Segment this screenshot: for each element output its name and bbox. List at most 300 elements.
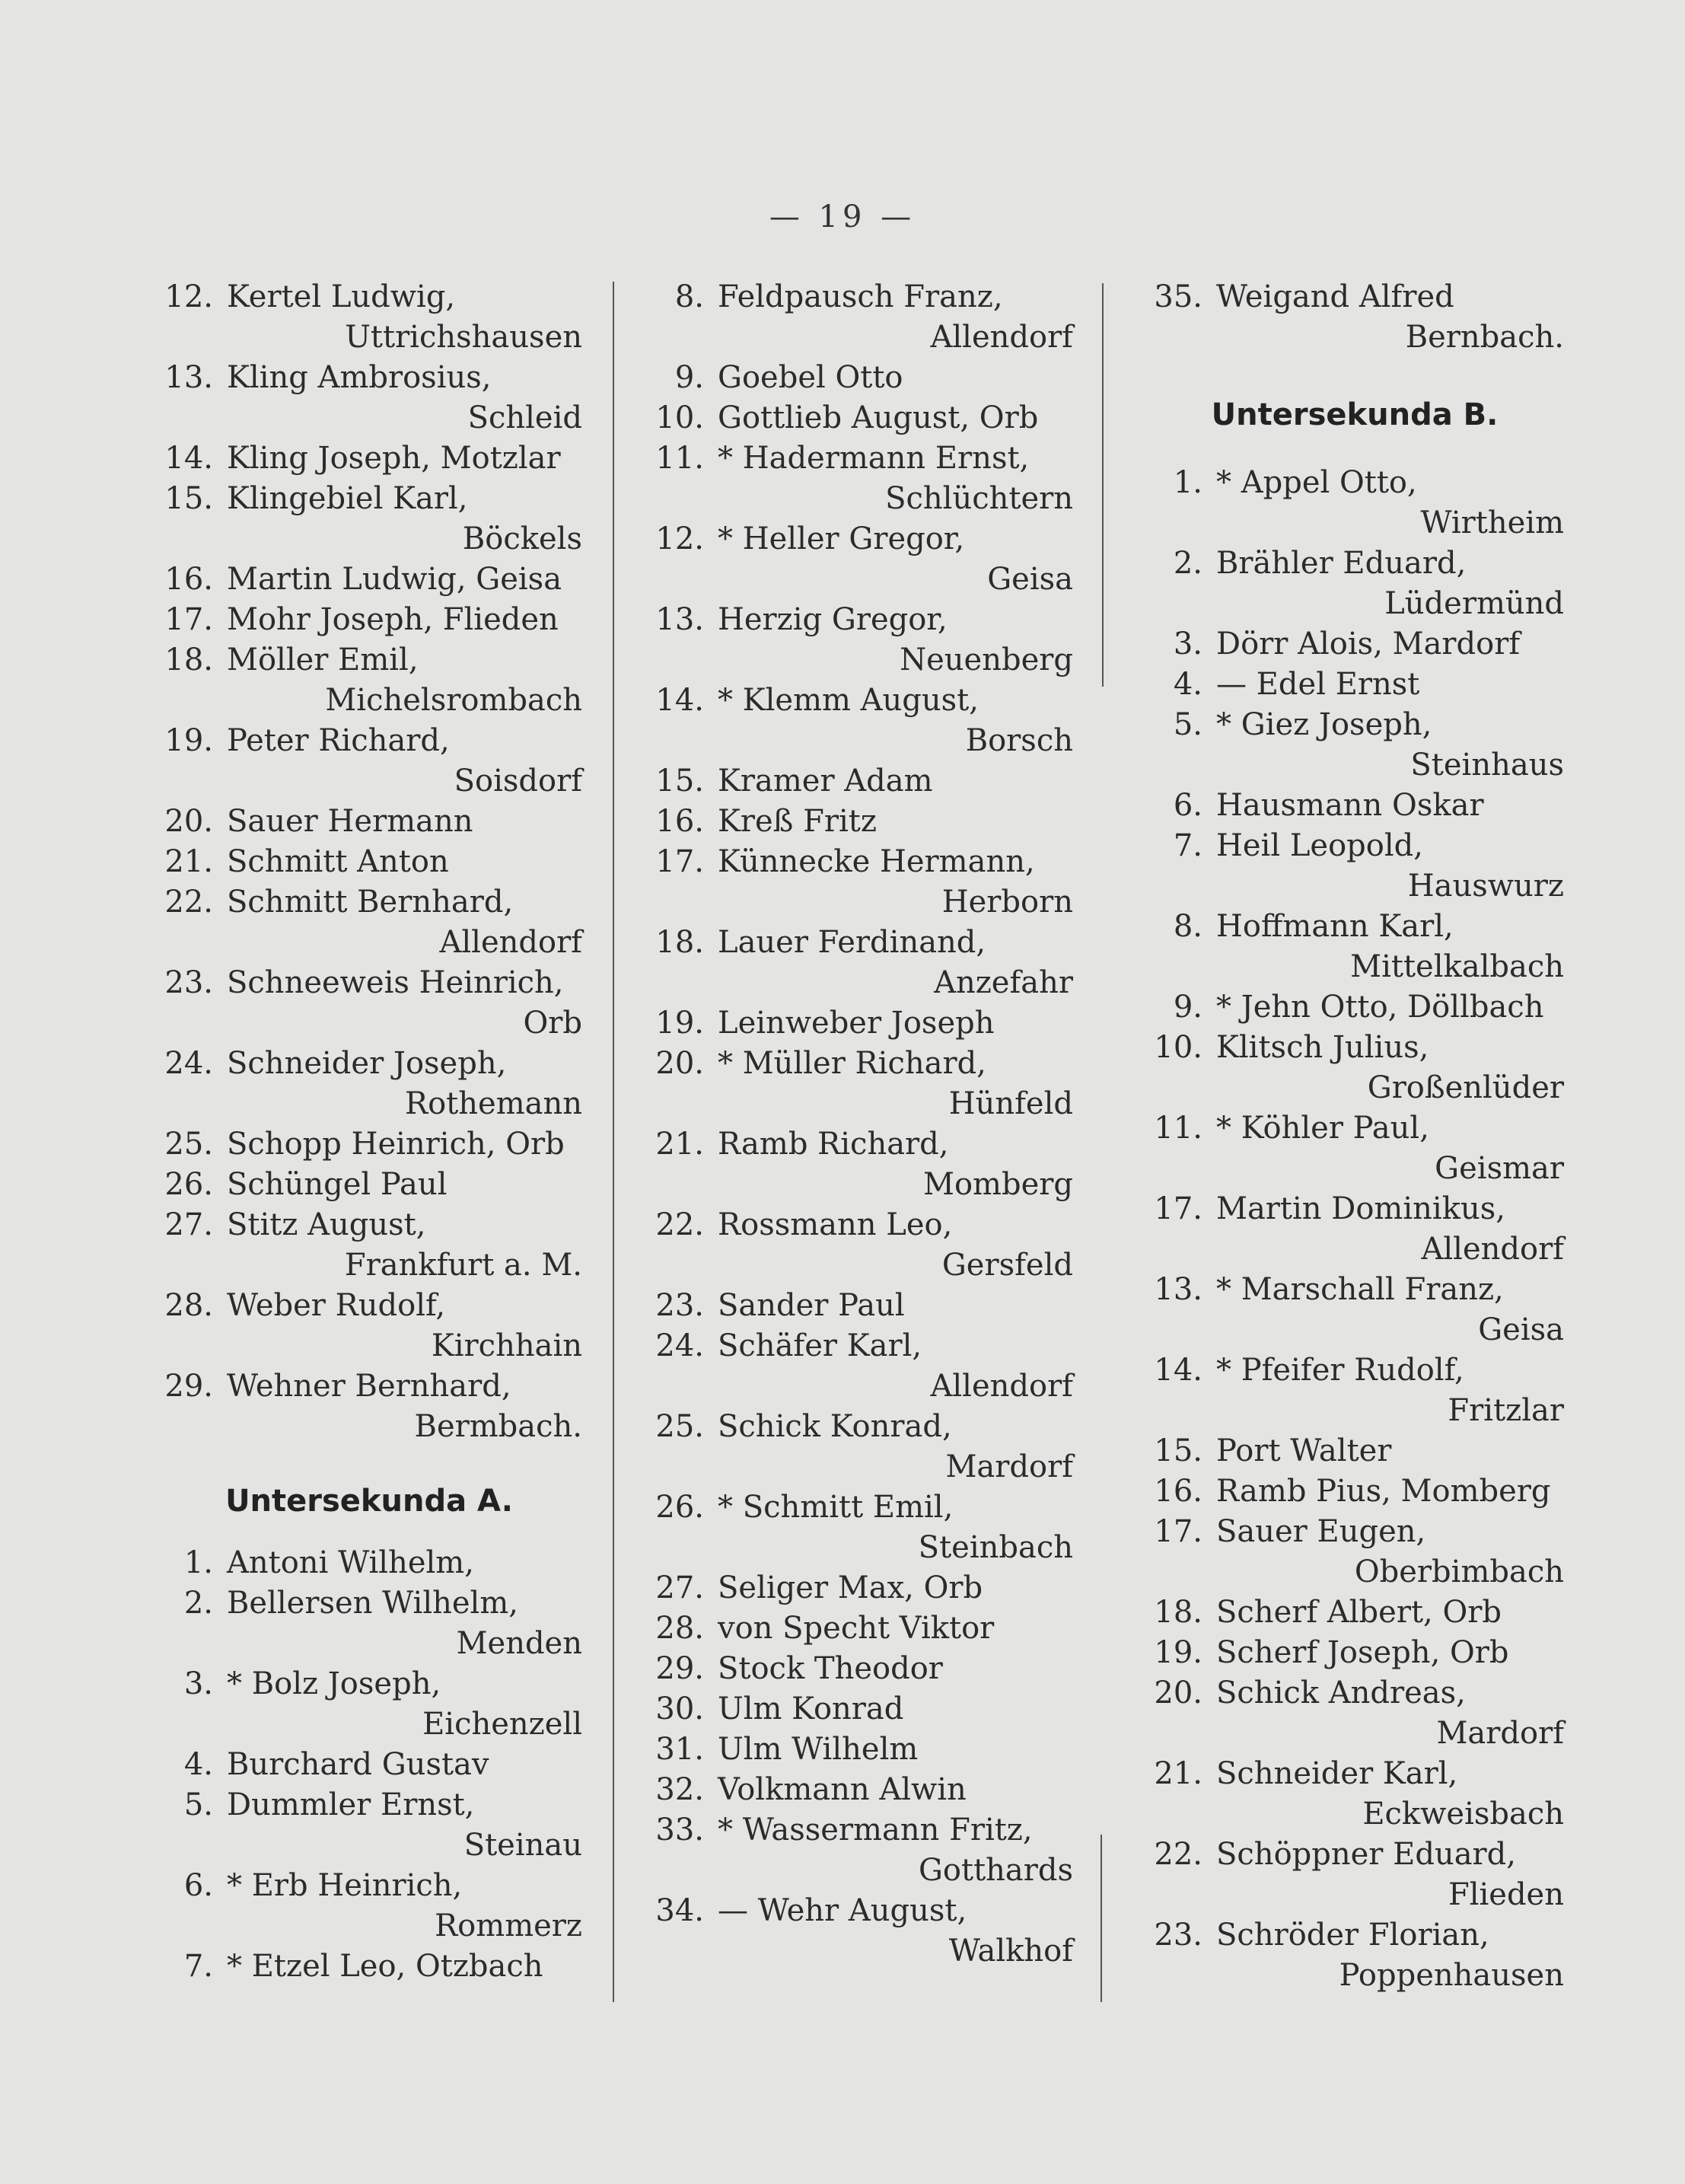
- student-entry: [156, 479, 582, 560]
- hometown: Menden: [456, 1626, 582, 1661]
- column-divider: [1102, 283, 1104, 687]
- student-name: Herzig Gregor,: [718, 602, 948, 637]
- entry-number: 5.: [183, 1787, 213, 1822]
- hometown: Hünfeld: [948, 1086, 1073, 1121]
- student-entry: [156, 1165, 582, 1205]
- entry-line: [156, 963, 582, 1003]
- entry-number: 10.: [1154, 1030, 1202, 1065]
- student-name: Gottlieb August, Orb: [718, 400, 1039, 435]
- entry-number: 33.: [655, 1813, 704, 1848]
- entry-line: [156, 1165, 582, 1205]
- entry-line: [156, 1366, 582, 1407]
- student-entry: [647, 519, 1073, 600]
- entry-line: [1145, 1189, 1564, 1229]
- student-entry: [1145, 544, 1564, 624]
- entry-line: [647, 1205, 1073, 1245]
- entry-line: [647, 1810, 1073, 1851]
- entry-line: [1145, 544, 1564, 584]
- hometown: Bermbach.: [414, 1409, 582, 1444]
- entry-number: 32.: [655, 1772, 704, 1807]
- student-name: Rossmann Leo,: [718, 1207, 953, 1242]
- student-entry: [156, 882, 582, 963]
- entry-number: 29.: [164, 1369, 213, 1404]
- hometown: Allendorf: [439, 925, 582, 960]
- entry-line: [1145, 826, 1564, 866]
- column-divider: [613, 282, 614, 2002]
- column-middle: [647, 277, 1073, 1972]
- entry-line: [647, 600, 1073, 640]
- student-name: Schneeweis Heinrich,: [227, 965, 564, 1000]
- hometown: Oberbimbach: [1354, 1554, 1564, 1589]
- entry-line: [156, 1583, 582, 1624]
- entry-number: 3.: [183, 1666, 213, 1701]
- student-name: Hausmann Oskar: [1216, 788, 1484, 823]
- student-entry: [1145, 1471, 1564, 1512]
- student-entry: [156, 438, 582, 479]
- hometown: Neuenberg: [900, 642, 1073, 678]
- entry-line: [1145, 1108, 1564, 1149]
- student-entry: [647, 1286, 1073, 1326]
- student-entry: [647, 1124, 1073, 1205]
- entry-number: 27.: [164, 1207, 213, 1242]
- entry-line: [156, 1543, 582, 1583]
- entry-number: 16.: [655, 804, 704, 839]
- entry-line: [1145, 463, 1564, 503]
- entry-line: [1145, 277, 1564, 317]
- entry-number: 23.: [1154, 1918, 1202, 1953]
- student-entry: [156, 560, 582, 600]
- entry-line: [1145, 1593, 1564, 1633]
- student-entry: [1145, 1512, 1564, 1593]
- student-name: * Etzel Leo, Otzbach: [227, 1949, 543, 1984]
- entry-line: [1145, 1512, 1564, 1552]
- hometown: Geismar: [1435, 1151, 1564, 1186]
- student-entry: [1145, 624, 1564, 665]
- student-name: Brähler Eduard,: [1216, 546, 1467, 581]
- student-name: Weber Rudolf,: [227, 1288, 446, 1323]
- entry-number: 17.: [1154, 1514, 1202, 1549]
- entry-number: 8.: [674, 279, 704, 314]
- entry-number: 14.: [164, 441, 213, 476]
- entry-line: [1145, 1350, 1564, 1391]
- student-name: * Jehn Otto, Döllbach: [1216, 990, 1544, 1025]
- entry-line: [647, 761, 1073, 802]
- entry-line: [1145, 665, 1564, 705]
- student-name: * Klemm August,: [718, 683, 979, 718]
- student-entry: [647, 358, 1073, 398]
- entry-number: 16.: [164, 562, 213, 597]
- entry-number: 21.: [1154, 1756, 1202, 1791]
- entry-number: 18.: [164, 642, 213, 678]
- student-name: Ramb Pius, Momberg: [1216, 1474, 1551, 1509]
- hometown: Hauswurz: [1407, 869, 1564, 904]
- student-name: Sauer Hermann: [227, 804, 473, 839]
- student-name: Ulm Konrad: [718, 1691, 904, 1726]
- student-entry: [647, 1609, 1073, 1649]
- entry-line: [156, 1124, 582, 1165]
- entry-number: 26.: [164, 1167, 213, 1202]
- student-entry: [1145, 1633, 1564, 1673]
- student-entry: [156, 1543, 582, 1583]
- student-entry: [156, 1946, 582, 1987]
- student-name: Kertel Ludwig,: [227, 279, 456, 314]
- entry-number: 23.: [164, 965, 213, 1000]
- student-entry: [1145, 1270, 1564, 1350]
- student-name: Dummler Ernst,: [227, 1787, 475, 1822]
- entry-line: [647, 842, 1073, 882]
- entry-number: 24.: [164, 1046, 213, 1081]
- student-name: * Schmitt Emil,: [718, 1490, 954, 1525]
- entry-line: [647, 1609, 1073, 1649]
- entry-line: [156, 802, 582, 842]
- student-name: * Giez Joseph,: [1216, 707, 1432, 742]
- entry-line: [647, 1124, 1073, 1165]
- entry-line: [1145, 786, 1564, 826]
- student-name: Seliger Max, Orb: [718, 1570, 983, 1605]
- student-entry: [647, 1003, 1073, 1044]
- entry-line: [156, 640, 582, 681]
- student-name: Ramb Richard,: [718, 1127, 949, 1162]
- hometown: Geisa: [987, 562, 1073, 597]
- student-entry: [156, 1286, 582, 1366]
- student-name: Hoffmann Karl,: [1216, 909, 1454, 944]
- student-name: — Wehr August,: [718, 1893, 967, 1928]
- page-number: — 19 —: [769, 199, 916, 234]
- entry-line: [156, 1785, 582, 1825]
- hometown: Poppenhausen: [1339, 1958, 1564, 1993]
- student-entry: [647, 842, 1073, 923]
- hometown: Allendorf: [930, 320, 1073, 355]
- student-name: Heil Leopold,: [1216, 828, 1423, 863]
- student-list: [1145, 463, 1564, 1996]
- student-list: [647, 277, 1073, 1972]
- entry-number: 7.: [1173, 828, 1202, 863]
- student-entry: [156, 1044, 582, 1124]
- entry-line: [647, 1044, 1073, 1084]
- student-name: Kling Joseph, Motzlar: [227, 441, 561, 476]
- student-entry: [647, 1487, 1073, 1568]
- hometown: Lüdermünd: [1384, 586, 1564, 621]
- student-entry: [1145, 1028, 1564, 1108]
- entry-line: [156, 1205, 582, 1245]
- entry-number: 19.: [164, 723, 213, 758]
- student-entry: [647, 1205, 1073, 1286]
- entry-line: [156, 1664, 582, 1704]
- entry-number: 6.: [183, 1868, 213, 1903]
- hometown: Soisdorf: [454, 764, 582, 799]
- student-entry: [647, 802, 1073, 842]
- student-entry: [647, 681, 1073, 761]
- entry-number: 28.: [164, 1288, 213, 1323]
- entry-line: [1145, 987, 1564, 1028]
- student-entry: [647, 1568, 1073, 1609]
- student-list: [156, 277, 582, 1447]
- entry-line: [156, 721, 582, 761]
- entry-number: 25.: [164, 1127, 213, 1162]
- entry-number: 3.: [1173, 627, 1202, 662]
- entry-line: [156, 1044, 582, 1084]
- entry-line: [647, 1286, 1073, 1326]
- student-entry: [156, 1866, 582, 1946]
- entry-number: 20.: [655, 1046, 704, 1081]
- column-left: [156, 277, 582, 1987]
- entry-line: [647, 1770, 1073, 1810]
- entry-number: 9.: [674, 360, 704, 395]
- entry-number: 15.: [655, 764, 704, 799]
- student-entry: [1145, 277, 1564, 358]
- entry-number: 29.: [655, 1651, 704, 1686]
- student-entry: [647, 1810, 1073, 1891]
- student-name: Schick Konrad,: [718, 1409, 952, 1444]
- student-name: Martin Dominikus,: [1216, 1191, 1505, 1226]
- student-name: Möller Emil,: [227, 642, 419, 678]
- entry-number: 34.: [655, 1893, 704, 1928]
- student-entry: [1145, 1673, 1564, 1754]
- hometown: Mardorf: [945, 1449, 1073, 1484]
- entry-number: 12.: [655, 521, 704, 556]
- student-name: Kreß Fritz: [718, 804, 877, 839]
- student-entry: [1145, 1915, 1564, 1996]
- entry-number: 6.: [1173, 788, 1202, 823]
- student-name: * Erb Heinrich,: [227, 1868, 463, 1903]
- entry-number: 13.: [655, 602, 704, 637]
- student-entry: [647, 277, 1073, 358]
- entry-number: 17.: [1154, 1191, 1202, 1226]
- entry-number: 30.: [655, 1691, 704, 1726]
- entry-line: [647, 1487, 1073, 1528]
- student-name: Schäfer Karl,: [718, 1328, 922, 1363]
- student-name: Feldpausch Franz,: [718, 279, 1003, 314]
- entry-number: 2.: [183, 1586, 213, 1621]
- entry-line: [1145, 1754, 1564, 1794]
- student-entry: [1145, 665, 1564, 705]
- entry-number: 27.: [655, 1570, 704, 1605]
- entry-line: [1145, 907, 1564, 947]
- entry-number: 9.: [1173, 990, 1202, 1025]
- student-name: Schmitt Bernhard,: [227, 885, 514, 920]
- entry-number: 35.: [1154, 279, 1202, 314]
- student-entry: [156, 721, 582, 802]
- entry-number: 25.: [655, 1409, 704, 1444]
- entry-number: 1.: [183, 1545, 213, 1580]
- entry-line: [156, 277, 582, 317]
- entry-number: 8.: [1173, 909, 1202, 944]
- student-entry: [647, 1044, 1073, 1124]
- student-entry: [156, 1664, 582, 1745]
- student-entry: [156, 600, 582, 640]
- student-entry: [647, 1407, 1073, 1487]
- hometown: Rommerz: [435, 1908, 582, 1943]
- entry-number: 17.: [655, 844, 704, 879]
- hometown: Michelsrombach: [325, 683, 582, 718]
- hometown: Uttrichshausen: [345, 320, 582, 355]
- entry-number: 15.: [1154, 1433, 1202, 1468]
- student-entry: [647, 398, 1073, 438]
- student-name: Schüngel Paul: [227, 1167, 448, 1202]
- entry-line: [647, 1003, 1073, 1044]
- entry-line: [1145, 1673, 1564, 1714]
- student-name: Künnecke Hermann,: [718, 844, 1035, 879]
- student-entry: [156, 277, 582, 358]
- student-name: Mohr Joseph, Flieden: [227, 602, 559, 637]
- student-list: [1145, 277, 1564, 358]
- entry-number: 19.: [655, 1006, 704, 1041]
- student-name: Schöppner Eduard,: [1216, 1837, 1516, 1872]
- hometown: Herborn: [941, 885, 1073, 920]
- entry-number: 11.: [655, 441, 704, 476]
- hometown: Eckweisbach: [1362, 1797, 1564, 1832]
- student-entry: [647, 923, 1073, 1003]
- student-name: Schopp Heinrich, Orb: [227, 1127, 565, 1162]
- entry-number: 26.: [655, 1490, 704, 1525]
- entry-number: 13.: [164, 360, 213, 395]
- student-name: Stock Theodor: [718, 1651, 943, 1686]
- hometown: Orb: [523, 1006, 582, 1041]
- student-list: [156, 1543, 582, 1987]
- student-name: Scherf Joseph, Orb: [1216, 1635, 1509, 1670]
- student-entry: [156, 1583, 582, 1664]
- entry-number: 4.: [1173, 667, 1202, 702]
- entry-number: 19.: [1154, 1635, 1202, 1670]
- entry-number: 15.: [164, 481, 213, 516]
- hometown: Geisa: [1478, 1312, 1564, 1347]
- student-name: * Bolz Joseph,: [227, 1666, 441, 1701]
- hometown: Wirtheim: [1420, 505, 1564, 540]
- student-name: Dörr Alois, Mardorf: [1216, 627, 1521, 662]
- entry-line: [1145, 1270, 1564, 1310]
- entry-line: [1145, 1915, 1564, 1956]
- student-entry: [156, 1785, 582, 1866]
- entry-line: [156, 882, 582, 923]
- hometown: Momberg: [923, 1167, 1073, 1202]
- student-entry: [1145, 463, 1564, 544]
- student-name: Sander Paul: [718, 1288, 905, 1323]
- student-name: Schmitt Anton: [227, 844, 449, 879]
- hometown: Großenlüder: [1367, 1070, 1564, 1105]
- student-entry: [1145, 1593, 1564, 1633]
- entry-line: [647, 1568, 1073, 1609]
- student-name: Schröder Florian,: [1216, 1918, 1489, 1953]
- entry-number: 21.: [655, 1127, 704, 1162]
- entry-line: [156, 560, 582, 600]
- entry-line: [156, 358, 582, 398]
- student-name: Volkmann Alwin: [718, 1772, 967, 1807]
- student-entry: [1145, 1754, 1564, 1835]
- entry-number: 28.: [655, 1611, 704, 1646]
- student-entry: [1145, 1431, 1564, 1471]
- student-entry: [156, 1205, 582, 1286]
- entry-line: [647, 923, 1073, 963]
- student-name: Ulm Wilhelm: [718, 1732, 919, 1767]
- student-entry: [647, 1649, 1073, 1689]
- entry-number: 20.: [164, 804, 213, 839]
- entry-line: [1145, 1028, 1564, 1068]
- hometown: Fritzlar: [1448, 1393, 1564, 1428]
- hometown: Steinbach: [918, 1530, 1073, 1565]
- hometown: Steinau: [463, 1828, 582, 1863]
- entry-number: 14.: [655, 683, 704, 718]
- student-entry: [647, 1730, 1073, 1770]
- student-name: Scherf Albert, Orb: [1216, 1595, 1502, 1630]
- entry-line: [156, 1286, 582, 1326]
- entry-line: [1145, 624, 1564, 665]
- hometown: Bernbach.: [1405, 320, 1564, 355]
- student-name: Leinweber Joseph: [718, 1006, 995, 1041]
- entry-number: 12.: [164, 279, 213, 314]
- entry-line: [156, 1866, 582, 1906]
- entry-line: [647, 681, 1073, 721]
- student-entry: [156, 963, 582, 1044]
- student-name: Stitz August,: [227, 1207, 426, 1242]
- entry-number: 22.: [655, 1207, 704, 1242]
- hometown: Schlüchtern: [885, 481, 1073, 516]
- student-name: Burchard Gustav: [227, 1747, 489, 1782]
- student-name: * Müller Richard,: [718, 1046, 986, 1081]
- entry-line: [1145, 705, 1564, 745]
- hometown: Gersfeld: [941, 1248, 1073, 1283]
- student-name: * Hadermann Ernst,: [718, 441, 1030, 476]
- student-name: Bellersen Wilhelm,: [227, 1586, 518, 1621]
- student-name: Antoni Wilhelm,: [227, 1545, 474, 1580]
- hometown: Rothemann: [404, 1086, 582, 1121]
- student-entry: [647, 1891, 1073, 1972]
- student-name: Port Walter: [1216, 1433, 1392, 1468]
- section-heading: Untersekunda A.: [225, 1484, 513, 1519]
- entry-number: 22.: [164, 885, 213, 920]
- student-entry: [156, 1366, 582, 1447]
- entry-line: [647, 398, 1073, 438]
- entry-line: [647, 1891, 1073, 1931]
- student-name: Schneider Joseph,: [227, 1046, 507, 1081]
- entry-line: [1145, 1633, 1564, 1673]
- entry-number: 4.: [183, 1747, 213, 1782]
- entry-number: 1.: [1173, 465, 1202, 500]
- student-entry: [1145, 1108, 1564, 1189]
- entry-number: 21.: [164, 844, 213, 879]
- entry-number: 2.: [1173, 546, 1202, 581]
- entry-number: 18.: [655, 925, 704, 960]
- entry-line: [1145, 1471, 1564, 1512]
- hometown: Mittelkalbach: [1350, 949, 1564, 984]
- entry-line: [647, 438, 1073, 479]
- entry-line: [647, 802, 1073, 842]
- entry-line: [647, 519, 1073, 560]
- student-entry: [1145, 705, 1564, 786]
- hometown: Frankfurt a. M.: [344, 1248, 582, 1283]
- entry-number: 31.: [655, 1732, 704, 1767]
- entry-line: [156, 479, 582, 519]
- entry-line: [156, 438, 582, 479]
- entry-number: 17.: [164, 602, 213, 637]
- entry-line: [647, 1407, 1073, 1447]
- student-entry: [156, 842, 582, 882]
- student-name: * Köhler Paul,: [1216, 1111, 1429, 1146]
- entry-number: 5.: [1173, 707, 1202, 742]
- entry-line: [156, 1745, 582, 1785]
- entry-line: [647, 358, 1073, 398]
- hometown: Eichenzell: [422, 1707, 582, 1742]
- section-heading: Untersekunda B.: [1211, 397, 1499, 432]
- student-name: — Edel Ernst: [1216, 667, 1420, 702]
- student-name: Kling Ambrosius,: [227, 360, 492, 395]
- column-divider: [1101, 1835, 1102, 2002]
- column-right: [1145, 277, 1564, 1996]
- student-entry: [647, 1326, 1073, 1407]
- entry-number: 10.: [655, 400, 704, 435]
- entry-number: 24.: [655, 1328, 704, 1363]
- student-name: Schick Andreas,: [1216, 1675, 1466, 1711]
- hometown: Schleid: [467, 400, 582, 435]
